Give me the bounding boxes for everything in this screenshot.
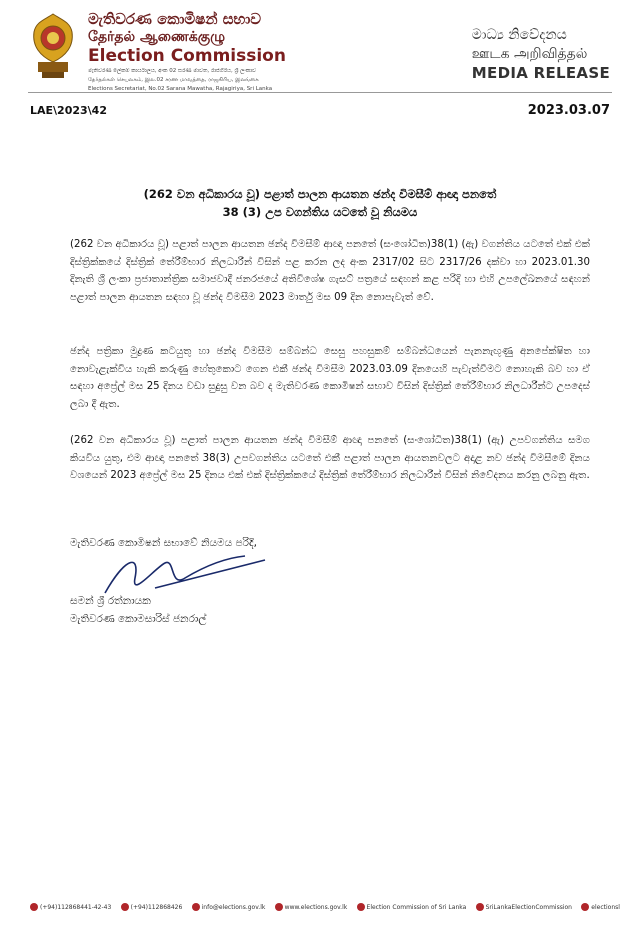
footer-website[interactable]: www.elections.gov.lk <box>275 903 348 911</box>
media-release-english: MEDIA RELEASE <box>471 64 610 82</box>
media-release-block <box>472 26 610 83</box>
org-name-sinhala: මැතිවරණ කොමිෂන් සභාව <box>88 10 262 28</box>
signer-block <box>70 592 206 628</box>
organization-block <box>88 10 338 93</box>
release-date: 2023.03.07 <box>527 103 610 118</box>
twitter-icon <box>581 903 589 911</box>
globe-icon <box>275 903 283 911</box>
address-tamil: தேர்தல்கள் செயலகம், இல.02 சரண மாவத்தை, ராஜகிரிய, இலங்கை <box>88 77 259 83</box>
title-line-1: (262 වන අධිකාරය වූ) පළාත් පාලන ආයතන ඡන්ද විමසීම් ආඥා පනතේ <box>143 187 497 201</box>
org-name-tamil: தேர்தல் ஆணைக்குழு <box>88 29 226 45</box>
footer-phone: (+94)112868441-42-43 <box>30 903 111 911</box>
closing-line: මැතිවරණ කොමිෂන් සභාවේ නියමය පරිදි, <box>70 537 257 549</box>
phone-icon <box>30 903 38 911</box>
address-sinhala: මැතිවරණ ලේකම් කාර්යාලය, අංක 02 සරණ මාවත, රාජගිරිය, ශ්‍රී ලංකාව <box>88 68 256 74</box>
paragraph-2: ඡන්ද පත්‍රිකා මුද්‍රණ කටයුතු හා ඡන්ද විමසීම සම්බන්ධ සෙසු පහසුකම් සම්බන්ධයෙන් පැනනැඟුණු අනපේක්ෂිත හා නොවැළැක්විය හැකි කරුණු හේතුකොට ගෙන එකී ඡන්ද විමසීම 2023.03.09 දිනයෙහි පැවැත්වීමට නොහැකි බව හා ඒ සඳහා අප්‍රේල් මස 25 දිනය වඩා සුදුසු වන බව ද මැතිවරණ කොමිෂන් සභාව විසින් දිස්ත්‍රික් තේරීම්භාර නිලධාරීන්ට උපදෙස් ලබා දී ඇත. <box>70 346 590 410</box>
email-icon <box>192 903 200 911</box>
footer-twitter[interactable]: electionsl <box>581 903 620 911</box>
footer-facebook[interactable]: Election Commission of Sri Lanka <box>357 903 467 911</box>
footer-youtube[interactable]: SriLankaElectionCommission <box>476 903 572 911</box>
media-release-sinhala: මාධ්‍ය නිවේදනය <box>471 27 567 43</box>
youtube-icon <box>476 903 484 911</box>
paragraph-1: (262 වන අධිකාරය වූ) පළාත් පාලන ආයතන ඡන්ද විමසීම් ආඥා පනතේ (සංශෝධිත)38(1) (ඇ) වගන්තිය යටතේ එක් එක් දිස්ත්‍රික්කයේ දිස්ත්‍රික් තේරීම්භාර නිලධාරීන් විසින් පළ කරන ලද අංක 2317/02 සිට 2317/26 දක්වා හා 2023.01.30 දිනැති ශ්‍රී ලංකා ප්‍රජාතාන්ත්‍රික සමාජවාදී ජනරජයේ අතිවිශේෂ ගැසට් පත්‍රයේ සඳහන් කළ පරිදි හා එහි උපලේඛනයේ සඳහන් පළාත් පාලන ආයතන සඳහා වූ ඡන්ද විමසීම 2023 මාර්තු මස 09 දින නොපැවැත් වේ. <box>70 239 590 303</box>
document-title <box>60 185 580 221</box>
paragraph-3: (262 වන අධිකාරය වූ) පළාත් පාලන ආයතන ඡන්ද විමසීම් ආඥා පනතේ (සංශෝධිත)38(1) (ඇ) උපවගන්තිය සමග කියවිය යුතු, එම ආඥා පනතේ 38(3) උපවගන්තිය යටතේ එකී පළාත් පාලන ආයතනවලට අදාළ නව ඡන්ද විමසීමේ දිනය වශයෙන් 2023 අප්‍රේල් මස 25 දිනය එක් එක් දිස්ත්‍රික්කයේ දිස්ත්‍රික් තේරීම්භාර නිලධාරීන් විසින් නිවේදනය කරනු ලබනු ඇත. <box>70 435 590 481</box>
facebook-icon <box>357 903 365 911</box>
header-divider <box>28 92 612 93</box>
footer-fax: (+94)112868426 <box>121 903 183 911</box>
org-name-english: Election Commission <box>88 46 286 66</box>
footer-contacts <box>30 903 620 911</box>
footer-email[interactable]: info@elections.gov.lk <box>192 903 266 911</box>
media-release-tamil: ஊடக அறிவித்தல் <box>471 46 588 62</box>
fax-icon <box>121 903 129 911</box>
signer-title: මැතිවරණ කොමසාරිස් ජනරාල් <box>70 613 207 625</box>
emblem-logo <box>30 12 76 80</box>
title-line-2: 38 (3) උප වගන්තිය යටතේ වූ නියමය <box>222 205 418 219</box>
reference-number: LAE\2023\42 <box>30 104 107 117</box>
signer-name: සමන් ශ්‍රී රත්නායක <box>70 595 151 607</box>
address-english: Elections Secretariat, No.02 Sarana Mawatha, Rajagiriya, Sri Lanka <box>88 86 273 92</box>
